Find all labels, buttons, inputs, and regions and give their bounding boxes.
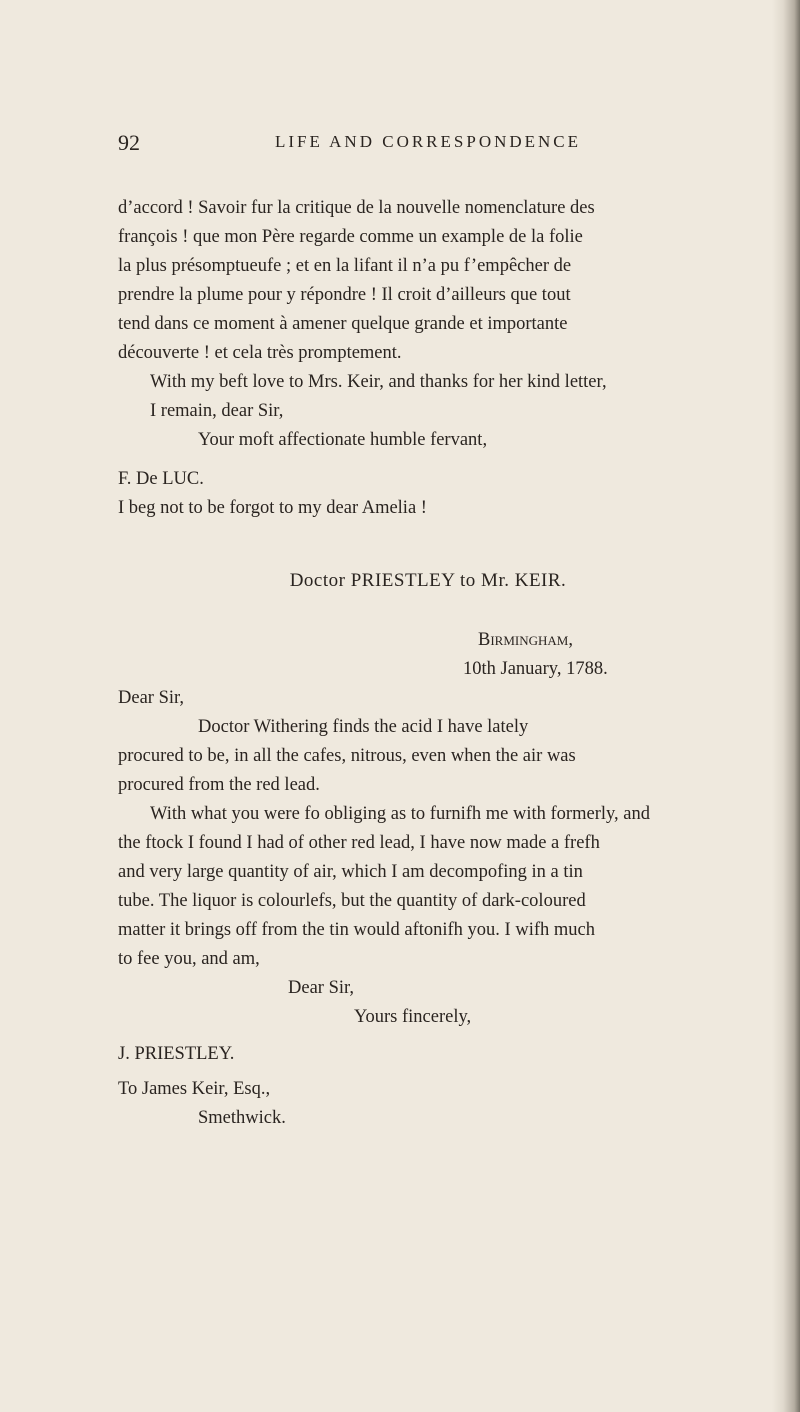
letter-de-luc — [118, 194, 738, 523]
closing-line: Yours fincerely, — [354, 1007, 472, 1027]
text-line: With my beft love to Mrs. Keir, and thanks for her kind letter, — [150, 372, 607, 392]
page-number: 92 — [118, 130, 140, 155]
text-line: tube. The liquor is colourlefs, but the quantity of dark-coloured — [118, 891, 586, 911]
text-line: françois ! que mon Père regarde comme un example de la folie — [118, 227, 583, 247]
text-line: matter it brings off from the tin would aftonifh you. I wifh much — [118, 920, 595, 940]
page-header — [118, 130, 738, 164]
text-line: prendre la plume pour y répondre ! Il croit d’ailleurs que tout — [118, 285, 571, 305]
text-line: With what you were fo obliging as to furnifh me with formerly, and — [150, 804, 651, 824]
letter-heading: Doctor PRIESTLEY to Mr. KEIR. — [289, 570, 567, 591]
text-line: procured to be, in all the cafes, nitrous, even when the air was — [118, 746, 576, 766]
text-line: and very large quantity of air, which I am decompofing in a tin — [118, 862, 583, 882]
text-line: la plus présomptueufe ; et en la lifant il n’a pu f’empêcher de — [118, 256, 572, 276]
text-line: procured from the red lead. — [118, 775, 320, 795]
text-line: the ftock I found I had of other red lead, I have now made a frefh — [118, 833, 600, 853]
text-line: d’accord ! Savoir fur la critique de la nouvelle nomenclature des — [118, 198, 595, 218]
closing-line: Dear Sir, — [288, 978, 355, 998]
salutation: Dear Sir, — [118, 688, 185, 708]
text-line: découverte ! et cela très promptement. — [118, 343, 402, 363]
text-line: to fee you, and am, — [118, 949, 260, 969]
recipient-line: To James Keir, Esq., — [118, 1079, 271, 1099]
postscript: I beg not to be forgot to my dear Amelia ! — [118, 498, 427, 518]
closing-line: I remain, dear Sir, — [150, 401, 284, 421]
closing-line: Your moft affectionate humble fervant, — [198, 430, 488, 450]
letter-place: Birmingham, — [478, 630, 573, 650]
signature: F. De LUC. — [118, 469, 204, 489]
page-edge-shadow — [772, 0, 800, 1412]
letter-date: 10th January, 1788. — [463, 659, 608, 679]
text-line: tend dans ce moment à amener quelque grande et importante — [118, 314, 568, 334]
signature: J. PRIESTLEY. — [118, 1044, 235, 1064]
text-line: Doctor Withering finds the acid I have lately — [198, 717, 529, 737]
recipient-line: Smethwick. — [198, 1108, 286, 1128]
running-head: LIFE AND CORRESPONDENCE — [274, 132, 582, 151]
letter-priestley — [118, 626, 738, 1133]
